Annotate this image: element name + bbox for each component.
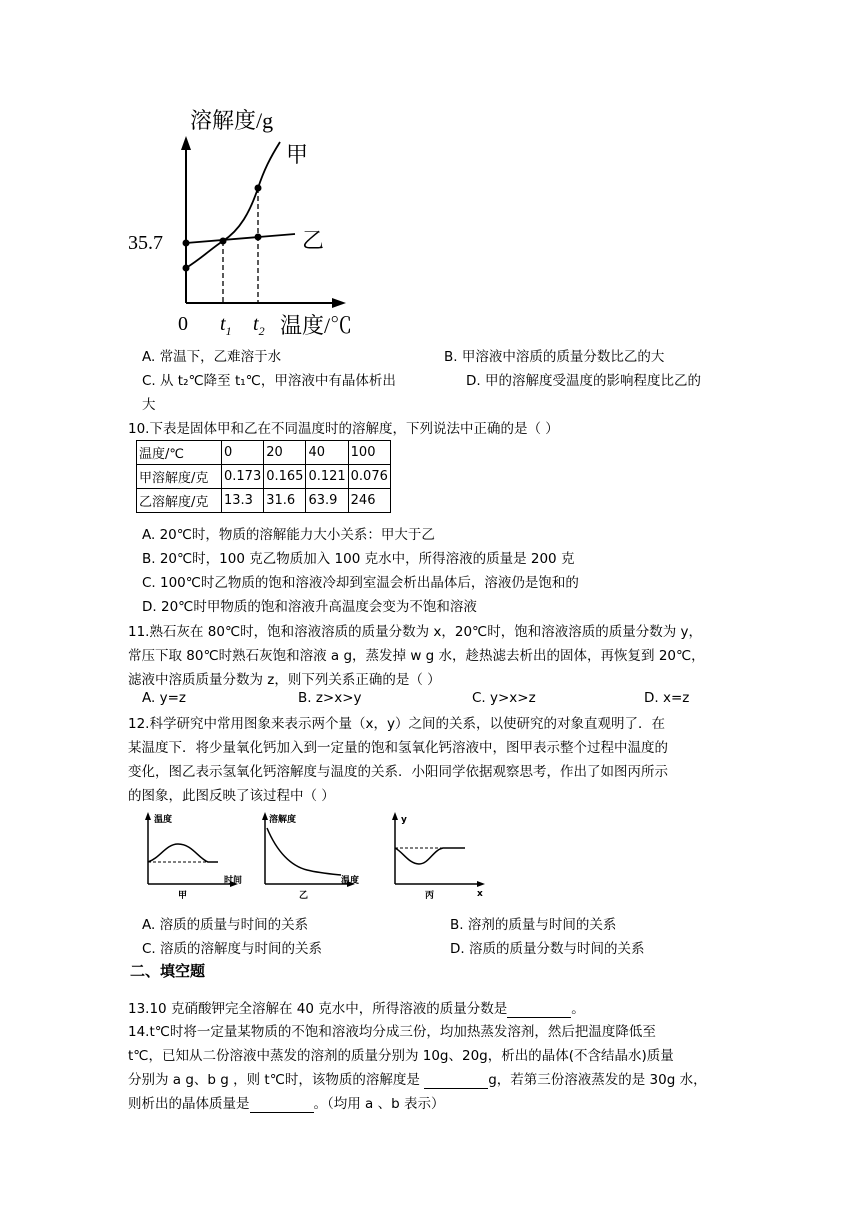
q12-option-a: A. 溶质的质量与时间的关系 xyxy=(142,917,309,933)
fig-yi-caption: 乙 xyxy=(299,891,309,901)
q9-option-c: C. 从 t₂℃降至 t₁℃，甲溶液中有晶体析出 xyxy=(142,373,396,389)
q14-line-2: t℃，已知从二份溶液中蒸发的溶剂的质量分别为 10g、20g，析出的晶体(不含结晶水)质量 xyxy=(128,1048,674,1064)
q12-line-1: 12.科学研究中常用图象来表示两个量（x，y）之间的关系，以使研究的对象直观明了．在 xyxy=(128,716,665,732)
point-intersection xyxy=(220,238,227,245)
q13-line xyxy=(128,997,585,1018)
solubility-figure xyxy=(128,100,380,345)
table-cell: 20 xyxy=(264,441,306,465)
fig-jia-ylabel: 温度 xyxy=(154,815,173,825)
table-cell: 100 xyxy=(348,441,390,465)
q10-table xyxy=(136,440,391,513)
q14-line-4 xyxy=(128,1092,444,1113)
q12-line-4: 的图象，此图反映了该过程中（ ） xyxy=(128,788,335,804)
table-cell: 0.173 xyxy=(222,465,264,489)
t2-label: $t_2$ xyxy=(253,313,265,338)
fig-xlabel: 温度/℃ xyxy=(280,313,353,338)
q14-text-3b: g，若第三份溶液蒸发的是 30g 水， xyxy=(488,1072,707,1088)
q11-option-b: B. z>x>y xyxy=(298,690,362,706)
table-cell: 40 xyxy=(306,441,348,465)
curve-jia xyxy=(186,142,280,268)
q9-option-b: B. 甲溶液中溶质的质量分数比乙的大 xyxy=(444,349,665,365)
q14-text-3a: 分别为 a g、b g ，则 t℃时，该物质的溶解度是 xyxy=(128,1072,425,1088)
q14-text-4a: 则析出的晶体质量是 xyxy=(128,1096,250,1112)
q12-line-2: 某温度下．将少量氧化钙加入到一定量的饱和氢氧化钙溶液中，图甲表示整个过程中温度的 xyxy=(128,740,668,756)
q14-text-4b: 。（均用 a 、b 表示） xyxy=(313,1096,445,1112)
table-cell: 0.165 xyxy=(264,465,306,489)
table-cell: 31.6 xyxy=(264,489,306,513)
fig-jia-xlabel: 时间 xyxy=(224,876,243,886)
q11-line-1: 11.熟石灰在 80℃时，饱和溶液溶质的质量分数为 x，20℃时，饱和溶液溶质的质量分数为 y， xyxy=(128,624,702,640)
point-jia-t2 xyxy=(255,185,262,192)
q11-line-3: 滤液中溶质质量分数为 z，则下列关系正确的是（ ） xyxy=(128,672,441,688)
q13-blank[interactable] xyxy=(507,1001,571,1018)
point-yi-t2 xyxy=(255,234,262,241)
table-cell: 0.121 xyxy=(306,465,348,489)
table-cell: 63.9 xyxy=(306,489,348,513)
q11-line-2: 常压下取 80℃时熟石灰饱和溶液 a g，蒸发掉 w g 水，趁热滤去析出的固体，再恢复到 20℃， xyxy=(128,648,705,664)
q10-option-d: D. 20℃时甲物质的饱和溶液升高温度会变为不饱和溶液 xyxy=(142,599,477,615)
fig-bing-caption: 丙 xyxy=(425,891,435,901)
table-cell: 乙溶解度/克 xyxy=(137,489,222,513)
origin-label: 0 xyxy=(178,313,188,335)
fig-bing-xlabel: x xyxy=(477,889,483,899)
series-label-jia: 甲 xyxy=(286,142,309,167)
q9-option-a: A. 常温下，乙难溶于水 xyxy=(142,349,282,365)
q14-blank-2[interactable] xyxy=(250,1096,314,1113)
point-jia-origin xyxy=(183,265,190,272)
q10-stem: 10.下表是固体甲和乙在不同温度时的溶解度，下列说法中正确的是（ ） xyxy=(128,421,559,437)
q13-end: 。 xyxy=(571,1001,585,1017)
point-yi-origin xyxy=(183,240,190,247)
y-axis-arrow xyxy=(181,136,191,150)
figure-bing xyxy=(385,808,497,900)
fig-yi-ylabel: 溶解度 xyxy=(269,815,297,825)
table-cell: 温度/℃ xyxy=(137,441,222,465)
q11-option-d: D. x=z xyxy=(644,690,690,706)
curve-yi xyxy=(186,234,295,243)
table-row xyxy=(137,489,391,513)
y-value-label: 35.7 xyxy=(128,232,163,254)
q10-option-a: A. 20℃时，物质的溶解能力大小关系：甲大于乙 xyxy=(142,527,435,543)
table-cell: 甲溶解度/克 xyxy=(137,465,222,489)
q11-option-c: C. y>x>z xyxy=(472,690,536,706)
q11-option-a: A. y=z xyxy=(142,690,186,706)
figure-jia xyxy=(138,808,250,900)
section-heading: 二、填空题 xyxy=(130,962,206,980)
table-cell: 0.076 xyxy=(348,465,390,489)
q12-option-b: B. 溶剂的质量与时间的关系 xyxy=(450,917,617,933)
t1-label: $t_1$ xyxy=(220,313,232,338)
fig-bing-ylabel: y xyxy=(401,815,407,825)
q14-blank-1[interactable] xyxy=(424,1072,488,1089)
table-row xyxy=(137,441,391,465)
fig-ylabel: 溶解度/g xyxy=(190,108,274,133)
q14-line-1: 14.t℃时将一定量某物质的不饱和溶液均分成三份，均加热蒸发溶剂，然后把温度降低至 xyxy=(128,1024,656,1040)
q12-option-d: D. 溶质的质量分数与时间的关系 xyxy=(450,941,645,957)
q9-option-d-continued: 大 xyxy=(142,397,156,413)
q14-line-3 xyxy=(128,1068,707,1089)
fig-jia-caption: 甲 xyxy=(178,891,188,901)
series-label-yi: 乙 xyxy=(302,228,325,253)
table-row xyxy=(137,465,391,489)
q12-line-3: 变化，图乙表示氢氧化钙溶解度与温度的关系．小阳同学依据观察思考，作出了如图丙所示 xyxy=(128,764,668,780)
fig-yi-xlabel: 温度 xyxy=(341,876,360,886)
q12-option-c: C. 溶质的溶解度与时间的关系 xyxy=(142,941,323,957)
q9-option-d: D. 甲的溶解度受温度的影响程度比乙的 xyxy=(466,373,701,389)
q13-text: 13.10 克硝酸钾完全溶解在 40 克水中，所得溶液的质量分数是 xyxy=(128,1001,508,1017)
table-cell: 13.3 xyxy=(222,489,264,513)
q10-option-b: B. 20℃时，100 克乙物质加入 100 克水中，所得溶液的质量是 200 克 xyxy=(142,551,575,567)
figure-yi xyxy=(255,808,367,900)
table-cell: 246 xyxy=(348,489,390,513)
q10-option-c: C. 100℃时乙物质的饱和溶液冷却到室温会析出晶体后，溶液仍是饱和的 xyxy=(142,575,579,591)
table-cell: 0 xyxy=(222,441,264,465)
x-axis-arrow xyxy=(332,298,346,308)
